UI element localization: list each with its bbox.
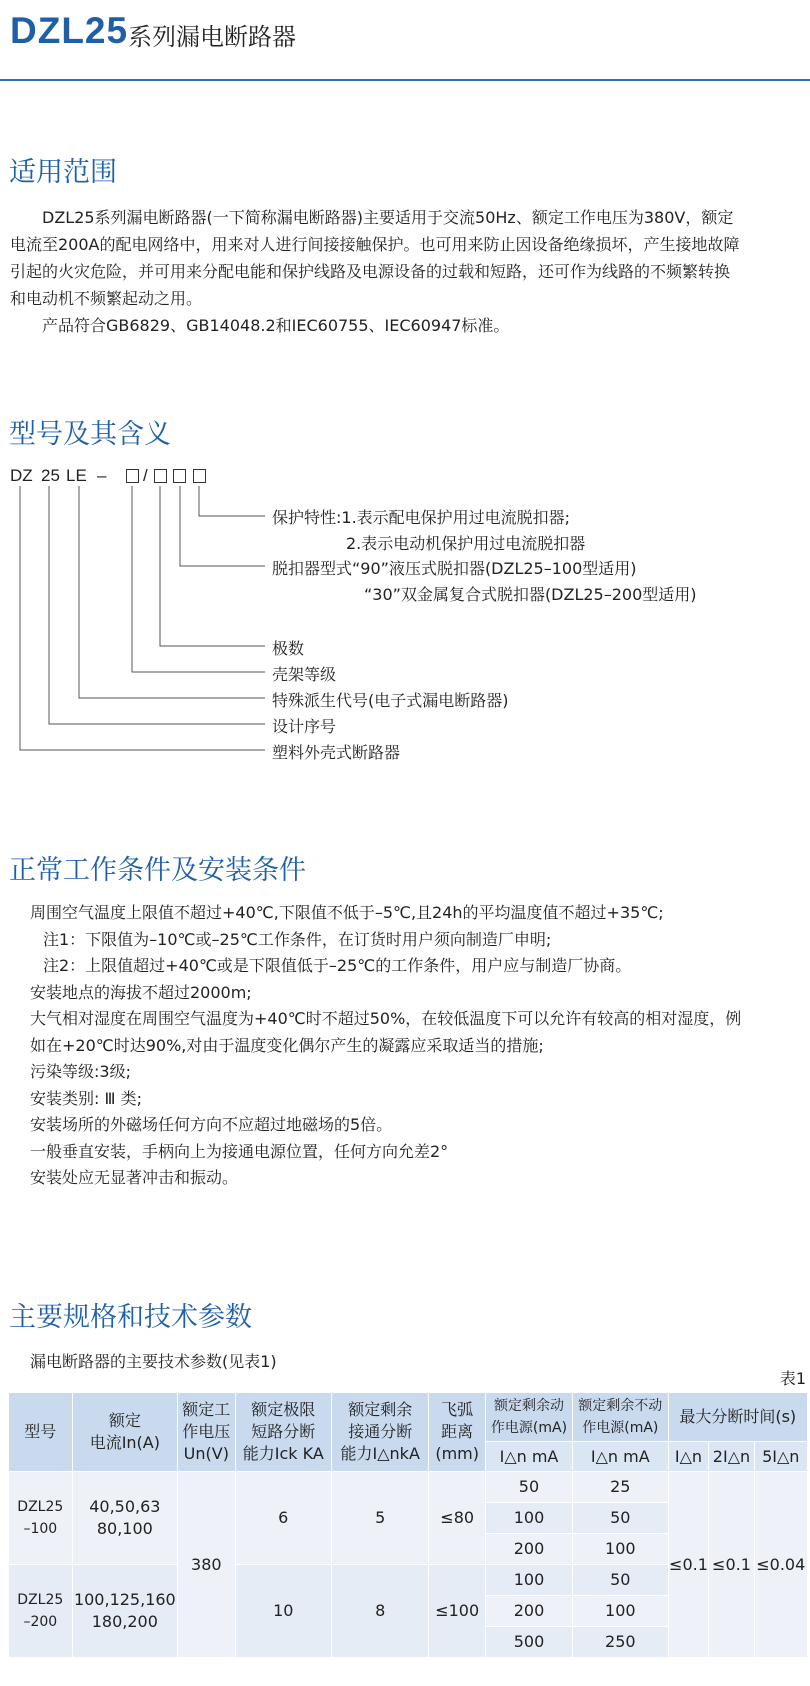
th-current	[72, 1393, 177, 1472]
cell-nonop: 100	[573, 1534, 668, 1565]
cell-current-200-l2: 180,200	[91, 1612, 158, 1631]
cell-current-200	[72, 1565, 177, 1658]
cell-current-100-l2: 80,100	[96, 1519, 153, 1538]
cell-current-200-l1: 100,125,160	[73, 1590, 176, 1609]
table-caption: 漏电断路器的主要技术参数(见表1)	[30, 1352, 277, 1371]
th-break-time: 最大分断时间(s)	[668, 1393, 807, 1442]
meaning-poles: 极数	[272, 639, 305, 658]
code-box-accessory	[173, 469, 186, 483]
cell-nonop: 50	[573, 1565, 668, 1596]
th-rm-l2: 接通分断	[348, 1422, 413, 1441]
cell-t3: ≤0.04	[754, 1472, 807, 1658]
cell-model-200	[9, 1565, 73, 1658]
cell-op: 100	[485, 1565, 572, 1596]
th-voltage-l1: 额定工	[182, 1400, 231, 1419]
condition-line: 一般垂直安装，手柄向上为接通电源位置，任何方向允差2°	[30, 1141, 449, 1161]
th-arc-l3: (mm)	[435, 1444, 479, 1463]
th-voltage-l3: Un(V)	[183, 1444, 229, 1463]
th-residual-nonop	[573, 1393, 668, 1442]
model-leader-lines	[0, 486, 270, 756]
meaning-derivative: 特殊派生代号(电子式漏电断路器)	[272, 691, 509, 710]
code-le: LE	[66, 466, 87, 485]
condition-line: 安装类别: Ⅲ 类;	[30, 1088, 142, 1108]
th-rm-l1: 额定剩余	[348, 1400, 413, 1419]
meaning-design-no: 设计序号	[272, 717, 337, 736]
conditions-text	[30, 900, 741, 1192]
condition-note: 注1：下限值为–10℃或–25℃工作条件，在订货时用户须向制造厂申明;	[43, 929, 552, 949]
product-model: DZL25	[10, 10, 129, 51]
condition-line: 安装场所的外磁场任何方向不应超过地磁场的5倍。	[30, 1115, 393, 1134]
product-name: 系列漏电断路器	[128, 23, 296, 51]
th-short-l1: 额定极限	[251, 1400, 316, 1419]
cell-model-100	[9, 1472, 73, 1565]
cell-model-200-l2: –200	[23, 1614, 58, 1630]
cell-model-200-l1: DZL25	[17, 1592, 64, 1608]
scope-line: DZL25系列漏电断路器(一下简称漏电断路器)主要适用于交流50Hz、额定工作电压为380V，额定	[42, 208, 734, 227]
code-box-poles	[126, 469, 139, 483]
scope-line: 电流至200A的配电网络中，用来对人进行间接接触保护。也可用来防止因设备绝缘损坏，产生接地故障	[10, 235, 740, 254]
spec-table	[8, 1392, 808, 1658]
th-short-l3: 能力Ick KA	[242, 1444, 324, 1463]
th-short-l2: 短路分断	[251, 1422, 316, 1441]
conditions-title: 正常工作条件及安装条件	[9, 855, 306, 886]
condition-line: 污染等级:3级;	[30, 1062, 131, 1081]
meaning-release-type: 脱扣器型式“90”液压式脱扣器(DZL25–100型适用)	[272, 559, 637, 578]
header-rule	[0, 79, 810, 81]
code-dash: –	[97, 466, 107, 485]
scope-line: 和电动机不频繁起动之用。	[10, 289, 203, 308]
code-box-release	[154, 469, 167, 483]
scope-title: 适用范围	[9, 157, 117, 188]
meaning-mccb: 塑料外壳式断路器	[272, 743, 401, 762]
cell-arc-200: ≤100	[429, 1565, 485, 1658]
cell-nonop: 100	[573, 1596, 668, 1627]
scope-line: 引起的火灾危险，并可用来分配电能和保护线路及电源设备的过载和短路，还可作为线路的不频繁转换	[10, 262, 731, 281]
condition-line: 安装地点的海拔不超过2000m;	[30, 982, 252, 1002]
th-arc-l2: 距离	[441, 1422, 474, 1441]
cell-rm-100: 5	[331, 1472, 428, 1565]
th-resnop-sub: I△n mA	[573, 1442, 668, 1472]
th-voltage-l2: 作电压	[182, 1422, 231, 1441]
meaning-protection: 保护特性:1.表示配电保护用过电流脱扣器;	[272, 508, 571, 527]
condition-line: 周围空气温度上限值不超过+40℃,下限值不低于–5℃,且24h的平均温度值不超过+35℃;	[30, 903, 664, 922]
scope-text	[10, 204, 810, 339]
cell-t2: ≤0.1	[709, 1472, 754, 1658]
th-short-circuit	[235, 1393, 331, 1472]
table-number: 表1	[779, 1369, 806, 1388]
cell-current-100-l1: 40,50,63	[89, 1497, 161, 1516]
th-bt-5: 5I△n	[754, 1442, 807, 1472]
cell-voltage: 380	[178, 1472, 235, 1658]
cell-op: 200	[485, 1596, 572, 1627]
th-resop-l2: 作电源(mA)	[490, 1420, 568, 1436]
model-meaning-title: 型号及其含义	[9, 419, 171, 450]
th-residual-op	[485, 1393, 572, 1442]
code-box-protection	[193, 469, 206, 483]
th-arc	[429, 1393, 485, 1472]
cell-nonop: 50	[573, 1503, 668, 1534]
condition-line: 大气相对湿度在周围空气温度为+40℃时不超过50%，在较低温度下可以允许有较高的相对湿度，例	[30, 1009, 742, 1028]
scope-line: 产品符合GB6829、GB14048.2和IEC60755、IEC60947标准。	[42, 316, 510, 335]
th-rm-l3: 能力I△nkA	[340, 1444, 420, 1463]
th-current-l2: 电流In(A)	[89, 1433, 160, 1452]
cell-nonop: 250	[573, 1627, 668, 1658]
specs-title: 主要规格和技术参数	[9, 1302, 252, 1333]
th-arc-l1: 飞弧	[441, 1400, 474, 1419]
th-bt-2: 2I△n	[709, 1442, 754, 1472]
meaning-release-type-2: “30”双金属复合式脱扣器(DZL25–200型适用)	[364, 585, 697, 604]
th-current-l1: 额定	[108, 1411, 141, 1430]
th-resop-sub: I△n mA	[485, 1442, 572, 1472]
condition-line: 如在+20℃时达90%,对由于温度变化偶尔产生的凝露应采取适当的措施;	[30, 1035, 544, 1055]
th-resnop-l1: 额定剩余不动	[578, 1398, 663, 1414]
cell-rm-200: 8	[331, 1565, 428, 1658]
code-dz: DZ	[10, 466, 33, 485]
th-bt-1: I△n	[668, 1442, 709, 1472]
table-row	[9, 1472, 808, 1503]
page-header	[0, 0, 810, 82]
th-resop-l1: 额定剩余动	[493, 1398, 564, 1414]
cell-model-100-l1: DZL25	[17, 1499, 64, 1515]
th-voltage	[178, 1393, 235, 1472]
cell-short-200: 10	[235, 1565, 331, 1658]
cell-op: 200	[485, 1534, 572, 1565]
meaning-frame: 壳架等级	[272, 665, 337, 684]
cell-model-100-l2: –100	[23, 1521, 58, 1537]
cell-t1: ≤0.1	[668, 1472, 709, 1658]
cell-op: 100	[485, 1503, 572, 1534]
cell-op: 500	[485, 1627, 572, 1658]
cell-op: 50	[485, 1472, 572, 1503]
condition-line: 安装处应无显著冲击和振动。	[30, 1168, 239, 1187]
code-25: 25	[41, 466, 60, 485]
cell-nonop: 25	[573, 1472, 668, 1503]
cell-arc-100: ≤80	[429, 1472, 485, 1565]
th-residual-make	[331, 1393, 428, 1472]
meaning-protection-2: 2.表示电动机保护用过电流脱扣器	[346, 534, 586, 553]
cell-short-100: 6	[235, 1472, 331, 1565]
th-resnop-l2: 作电源(mA)	[582, 1420, 659, 1436]
condition-note: 注2：上限值超过+40℃或是下限值低于–25℃的工作条件，用户应与制造厂协商。	[43, 956, 632, 975]
cell-current-100	[72, 1472, 177, 1565]
th-model: 型号	[9, 1393, 73, 1472]
code-slash: /	[143, 466, 148, 485]
